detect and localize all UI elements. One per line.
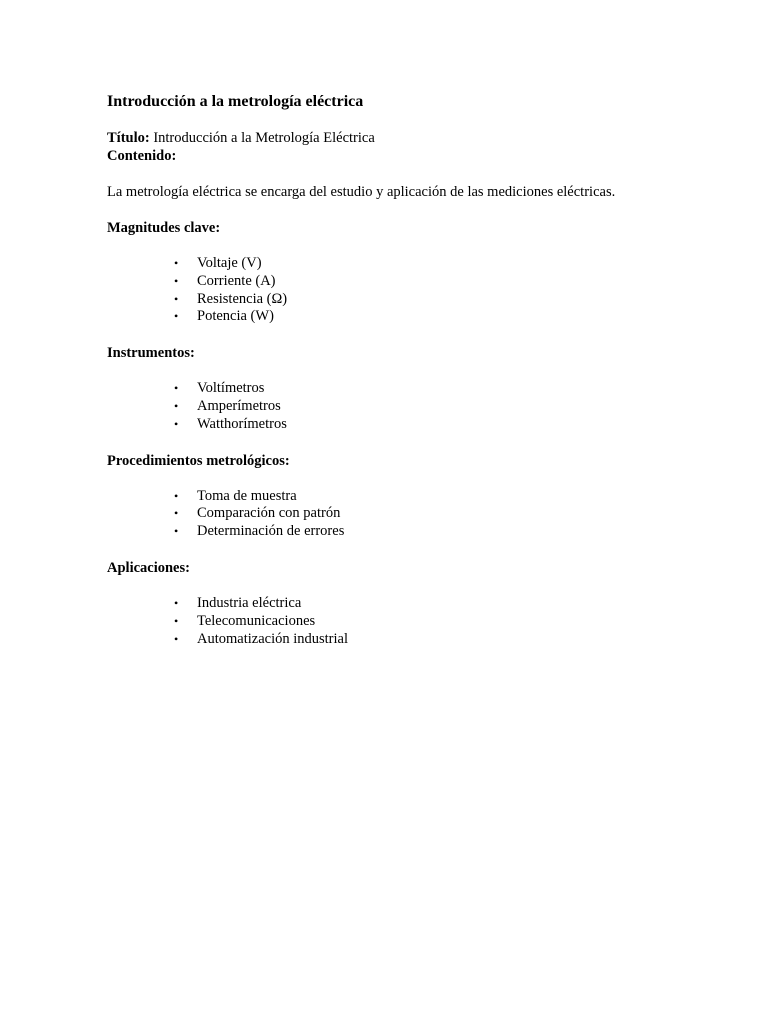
intro-paragraph: La metrología eléctrica se encarga del estudio y aplicación de las mediciones eléctricas.: [107, 184, 616, 200]
bullet-icon: •: [174, 488, 179, 503]
titulo-value: Introducción a la Metrología Eléctrica: [153, 130, 375, 146]
list-item: • Potencia (W): [174, 308, 274, 325]
spacer: [107, 237, 727, 255]
list-item: • Resistencia (Ω): [174, 290, 288, 307]
bullet-icon: •: [174, 416, 179, 431]
list-item: • Voltaje (V): [174, 255, 262, 271]
bullet-icon: •: [174, 309, 179, 324]
list-item: • Industria eléctrica: [174, 594, 302, 611]
section-heading-procedimientos: Procedimientos metrológicos:: [107, 452, 290, 469]
magnitudes-list: [107, 255, 727, 326]
section-heading-aplicaciones: Aplicaciones:: [107, 559, 190, 576]
list-item: • Telecomunicaciones: [174, 612, 316, 629]
bullet-icon: •: [174, 613, 179, 628]
aplicaciones-list: [107, 595, 727, 648]
spacer: [107, 326, 727, 344]
document-page: [107, 88, 727, 648]
list-item: • Voltímetros: [174, 380, 265, 397]
list-item: • Watthorímetros: [174, 415, 287, 432]
spacer: [107, 577, 727, 595]
bullet-icon: •: [174, 631, 179, 646]
bullet-icon: •: [174, 273, 179, 288]
titulo-line: [107, 129, 727, 147]
section-heading-instrumentos: Instrumentos:: [107, 345, 195, 362]
document-title: Introducción a la metrología eléctrica: [107, 93, 364, 110]
spacer: [107, 470, 727, 488]
list-item: • Corriente (A): [174, 272, 276, 289]
bullet-icon: •: [174, 256, 179, 270]
spacer: [107, 115, 727, 129]
list-item: • Automatización industrial: [174, 630, 349, 647]
contenido-label: Contenido:: [107, 148, 177, 164]
list-item: • Determinación de errores: [174, 523, 345, 540]
bullet-icon: •: [174, 291, 179, 306]
spacer: [107, 434, 727, 452]
titulo-label: Título:: [107, 130, 150, 146]
bullet-icon: •: [174, 506, 179, 521]
list-item: • Comparación con patrón: [174, 505, 341, 522]
spacer: [107, 165, 727, 183]
list-item: • Amperímetros: [174, 397, 281, 414]
spacer: [107, 201, 727, 219]
section-heading-magnitudes: Magnitudes clave:: [107, 220, 221, 236]
list-item: • Toma de muestra: [174, 487, 297, 504]
bullet-icon: •: [174, 398, 179, 413]
spacer: [107, 362, 727, 380]
bullet-icon: •: [174, 524, 179, 539]
bullet-icon: •: [174, 381, 179, 396]
spacer: [107, 541, 727, 559]
instrumentos-list: [107, 380, 727, 433]
bullet-icon: •: [174, 595, 179, 610]
procedimientos-list: [107, 488, 727, 541]
